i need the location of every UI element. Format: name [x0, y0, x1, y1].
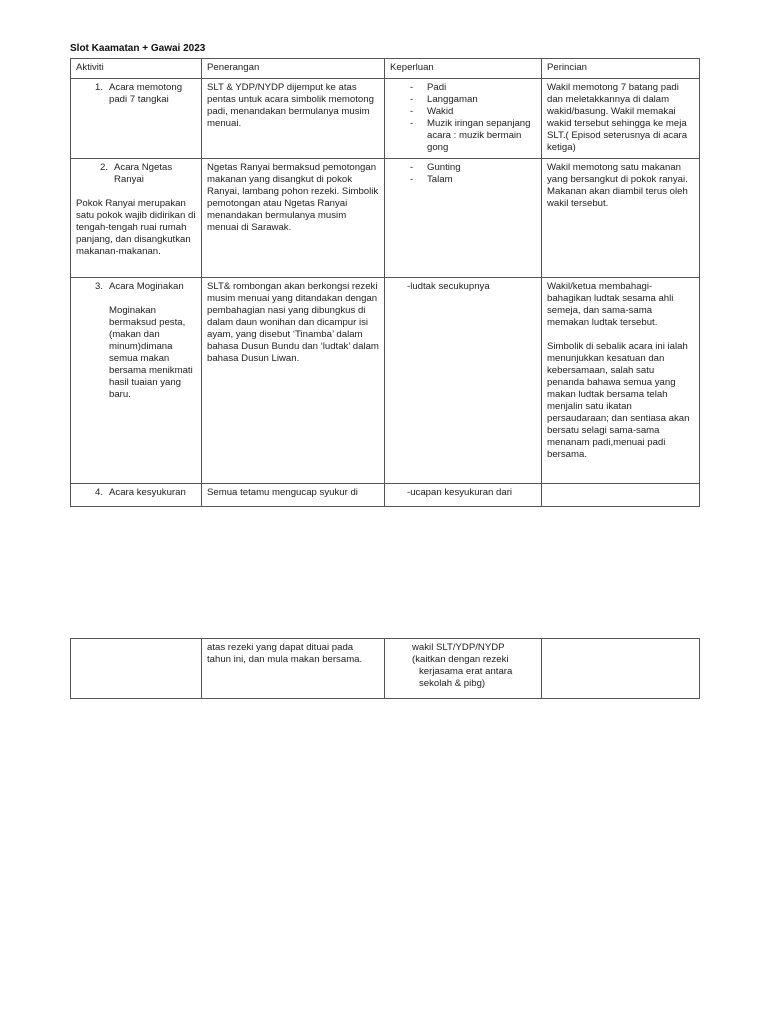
aktiviti-cell	[71, 278, 202, 484]
page-title: Slot Kaamatan + Gawai 2023	[70, 43, 206, 54]
perincian-paragraph: Simbolik di sebalik acara ini ialah menunjukkan kesatuan dan kebersamaan, salah satu penanda bahawa semua yang makan ludtak bersama telah menjalin satu ikatan persaudaraan; dan sentiasa akan bersatu selagi sama-sama menanam padi,menuai padi bersama.	[547, 341, 690, 460]
list-item: - Talam	[410, 174, 536, 186]
list-item: - Langgaman	[410, 94, 536, 106]
row-number: 4.	[95, 487, 104, 498]
list-item: - Muzik iringan sepanjang acara : muzik bermain gong	[410, 118, 536, 154]
row-number: 3.	[95, 281, 104, 292]
table-header-row	[71, 59, 700, 79]
aktiviti-title: Acara memotong padi 7 tangkai	[109, 82, 183, 105]
aktiviti-title: Acara kesyukuran	[109, 487, 186, 498]
header-keperluan: Keperluan	[385, 59, 542, 79]
aktiviti-note: Pokok Ranyai merupakan satu pokok wajib didirikan di tengah-tengah ruai rumah panjang, dan disangkutkan makanan-makanan.	[76, 198, 196, 257]
perincian-cell: Wakil memotong 7 batang padi dan meletakkannya di dalam wakid/basung. Wakil memakai wakid tersebut sehingga ke meja SLT.( Episod seterusnya di acara ketiga)	[542, 79, 700, 159]
aktiviti-title: Acara Moginakan	[109, 281, 184, 292]
perincian-cell: Wakil memotong satu makanan yang bersangkut di pokok ranyai. Makanan akan diambil terus oleh wakil tersebut.	[542, 159, 700, 278]
keperluan-line: wakil SLT/YDP/NYDP	[412, 642, 505, 653]
perincian-cell	[542, 484, 700, 507]
perincian-paragraph: Wakil/ketua membahagi-bahagikan ludtak sesama ahli semeja, dan sama-sama memakan ludtak tersebut.	[547, 281, 674, 328]
table-row	[71, 639, 700, 699]
aktiviti-title: Acara Ngetas Ranyai	[114, 162, 173, 185]
table-row	[71, 79, 700, 159]
penerangan-cell: atas rezeki yang dapat dituai pada tahun ini, dan mula makan bersama.	[202, 639, 385, 699]
penerangan-cell: SLT & YDP/NYDP dijemput ke atas pentas untuk acara simbolik memotong padi, menandakan bermulanya musim menuai.	[202, 79, 385, 159]
perincian-cell	[542, 278, 700, 484]
list-item: - Gunting	[410, 162, 536, 174]
keperluan-cell: -ucapan kesyukuran dari	[385, 484, 542, 507]
table-row	[71, 278, 700, 484]
aktiviti-note: Moginakan bermaksud pesta, (makan dan minum)dimana semua makan bersama menikmati hasil tuaian yang baru.	[109, 305, 193, 400]
keperluan-cell	[385, 79, 542, 159]
table-row	[71, 159, 700, 278]
table-row	[71, 484, 700, 507]
keperluan-line: (kaitkan dengan rezeki kerjasama erat antara sekolah & pibg)	[412, 654, 513, 689]
aktiviti-cell	[71, 79, 202, 159]
activity-table	[70, 58, 700, 507]
penerangan-cell: Ngetas Ranyai bermaksud pemotongan makanan yang disangkut di pokok Ranyai, lambang pohon rezeki. Simbolik pemotongan atau Ngetas Ranyai menandakan bermulanya musim menuai di Sarawak.	[202, 159, 385, 278]
header-perincian: Perincian	[542, 59, 700, 79]
keperluan-cell: -ludtak secukupnya	[385, 278, 542, 484]
header-aktiviti: Aktiviti	[71, 59, 202, 79]
aktiviti-cell	[71, 484, 202, 507]
activity-table-continuation	[70, 638, 700, 699]
row-number: 1.	[95, 82, 104, 93]
keperluan-cell	[385, 639, 542, 699]
penerangan-cell: SLT& rombongan akan berkongsi rezeki musim menuai yang ditandakan dengan pembahagian nasi yang dibungkus di dalam daun wonihan dan dicampur isi ayam, yang disebut ‘Tinamba’ dalam bahasa Dusun Bundu dan ‘ludtak’ dalam bahasa Dusun Liwan.	[202, 278, 385, 484]
list-item: - Wakid	[410, 106, 536, 118]
list-item: - Padi	[410, 82, 536, 94]
keperluan-cell	[385, 159, 542, 278]
perincian-cell	[542, 639, 700, 699]
penerangan-cell: Semua tetamu mengucap syukur di	[202, 484, 385, 507]
header-penerangan: Penerangan	[202, 59, 385, 79]
aktiviti-cell	[71, 639, 202, 699]
row-number: 2.	[100, 162, 109, 173]
aktiviti-cell	[71, 159, 202, 278]
